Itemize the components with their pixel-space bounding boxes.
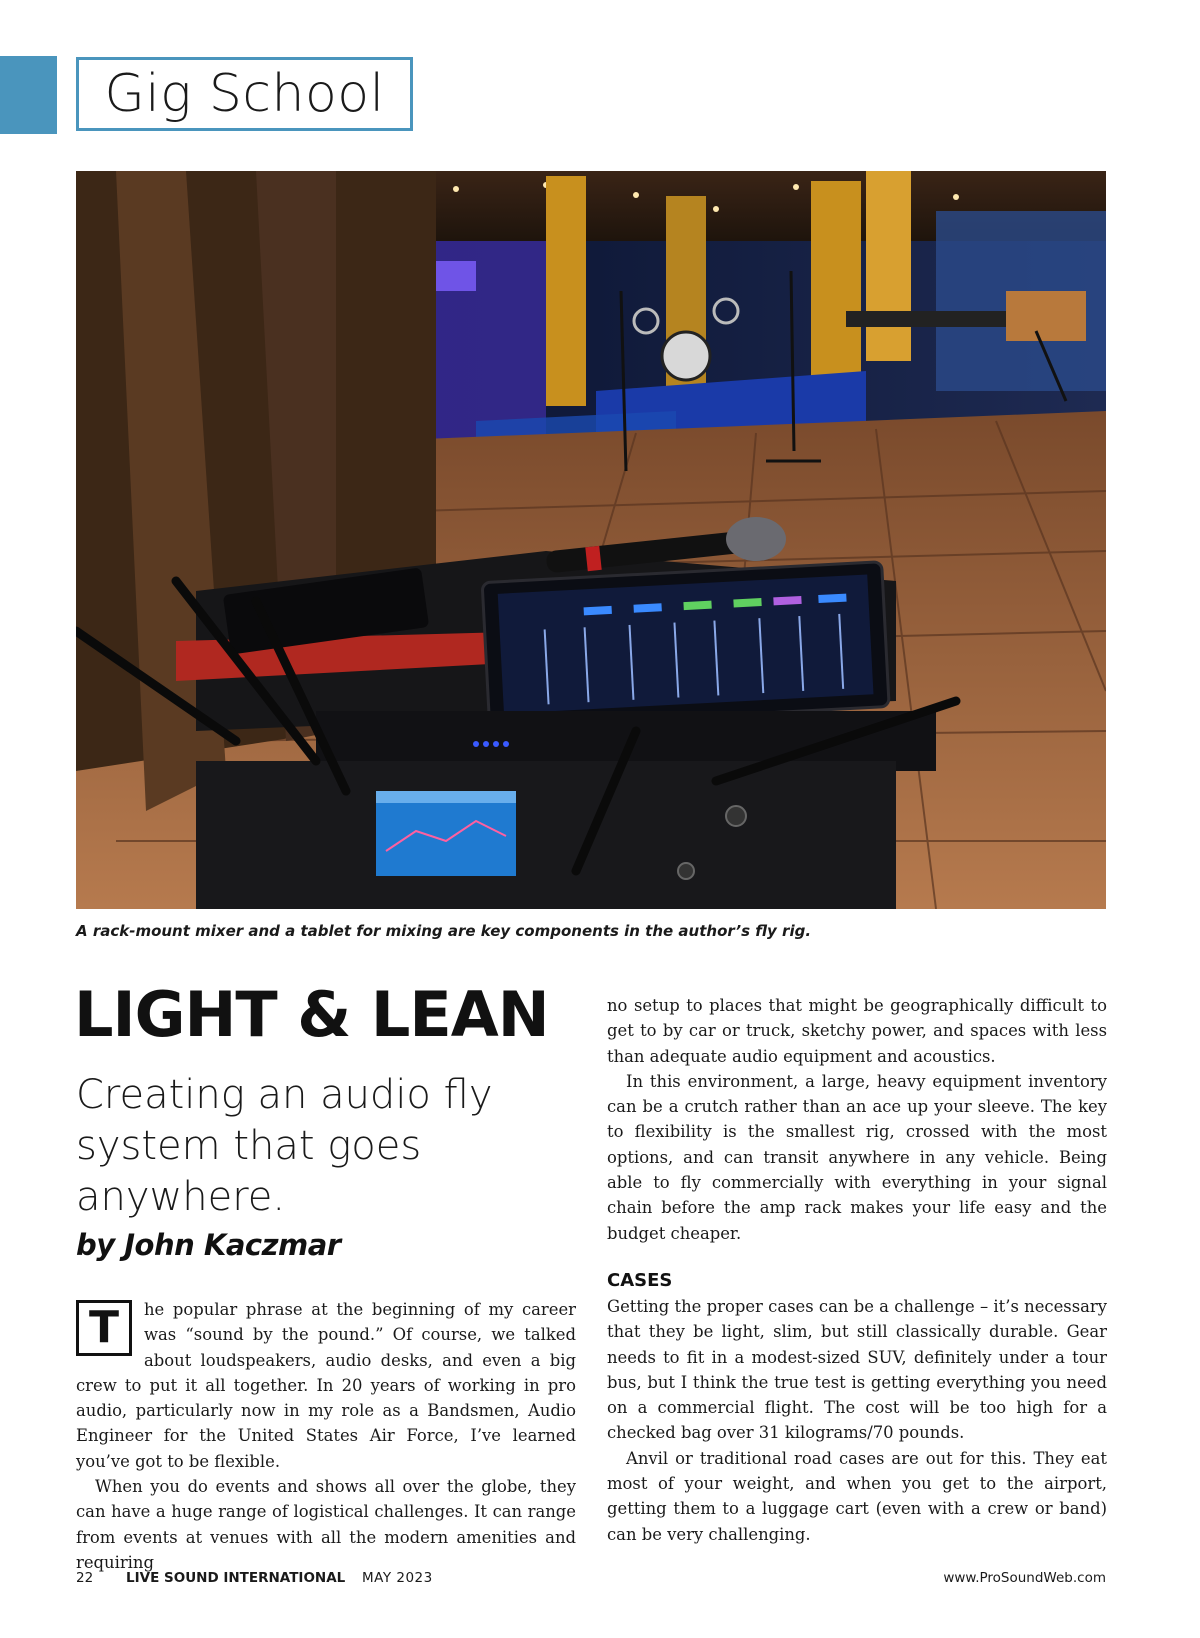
photo-illustration [76,171,1106,909]
body-paragraph [76,1297,576,1474]
page-footer [76,1570,1106,1590]
magazine-name: LIVE SOUND INTERNATIONAL [126,1570,346,1586]
paragraph-text: he popular phrase at the beginning of my career was “sound by the pound.” Of course, we talked about loudspeakers, audio desks, and even a big crew to put it all together. In 20 years of working in pro audio, particularly now in my role as a Bandsmen, Audio Engineer for the United States Air Force, I’ve learned you’ve got to be flexible. [76,1300,576,1471]
page-number: 22 [76,1570,94,1586]
photo-caption: A rack-mount mixer and a tablet for mixing are key components in the author’s fly rig. [76,922,812,940]
article-headline: LIGHT & LEAN [74,978,549,1051]
section-label: Gig School [76,57,413,131]
article-column-right [607,993,1107,1547]
article-deck: Creating an audio fly system that goes anywhere. [76,1072,493,1220]
article-column-left [76,1297,576,1575]
section-tab-accent [0,56,57,134]
article-photo [76,171,1106,909]
body-paragraph: no setup to places that might be geographically difficult to get to by car or truck, sketchy power, and spaces with less than adequate audio equipment and acoustics. [607,996,1107,1066]
drop-cap: T [76,1300,132,1356]
body-paragraph: In this environment, a large, heavy equipment inventory can be a crutch rather than an ace up your sleeve. The key to flexibility is the smallest rig, crossed with the most options, and can transit anywhere in any vehicle. Being able to fly commercially with everything in your signal chain before the amp rack makes your life easy and the budget cheaper. [607,1071,1107,1243]
issue-date: MAY 2023 [362,1570,433,1586]
body-paragraph: Getting the proper cases can be a challenge – it’s necessary that they be light, slim, but still classically durable. Gear needs to fit in a modest-sized SUV, definitely under a tour bus, but I think the true test is getting everything you need on a commercial flight. The cost will be too high for a checked bag over 31 kilograms/70 pounds. [607,1296,1107,1443]
website-link[interactable]: www.ProSoundWeb.com [943,1570,1106,1586]
body-paragraph: Anvil or traditional road cases are out for this. They eat most of your weight, and when you get to the airport, getting them to a luggage cart (even with a crew or band) can be very challenging. [607,1448,1107,1544]
section-subhead: CASES [607,1269,673,1291]
article-byline: by John Kaczmar [76,1228,341,1262]
body-paragraph: When you do events and shows all over the globe, they can have a huge range of logistical challenges. It can range from events at venues with all the modern amenities and requiring [76,1477,576,1572]
